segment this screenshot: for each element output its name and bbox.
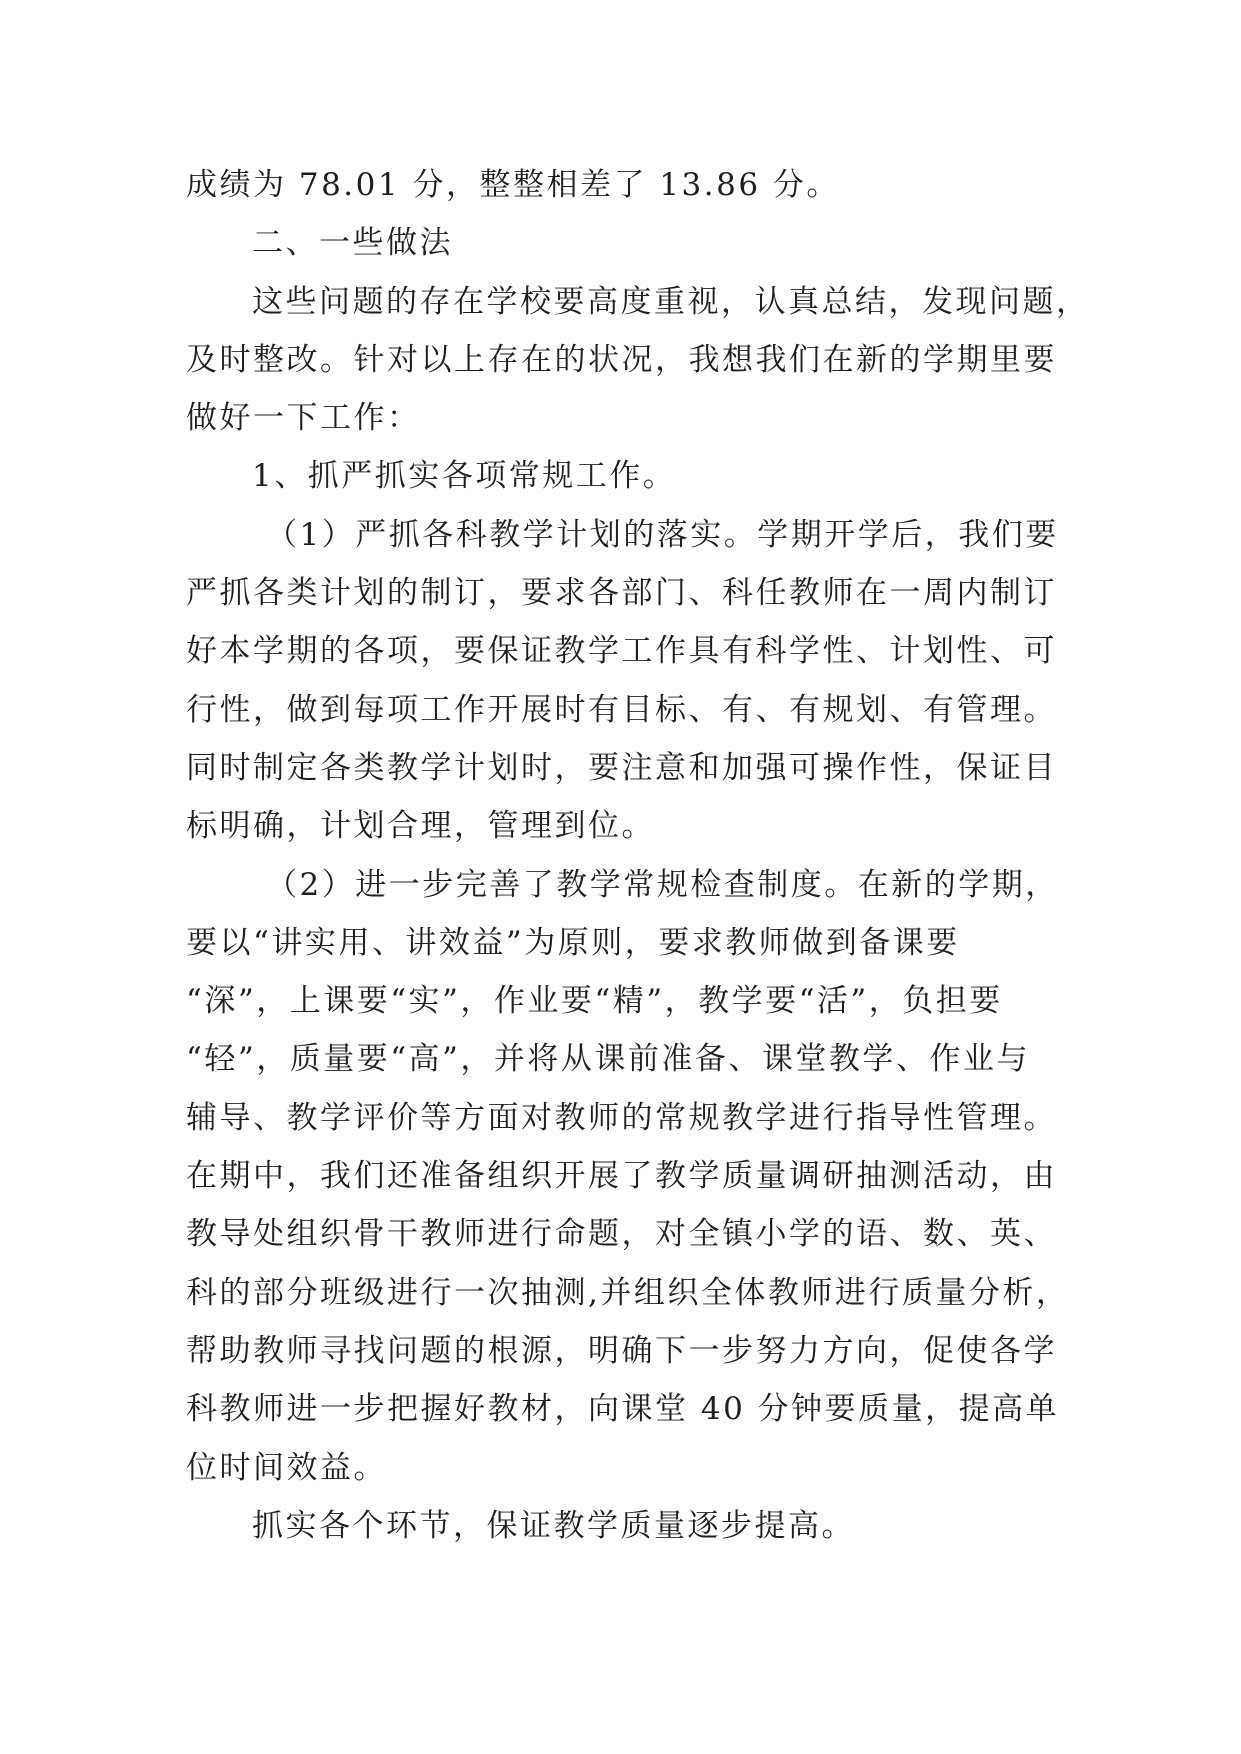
text-line: 及时整改。针对以上存在的状况，我想我们在新的学期里要 bbox=[186, 341, 1057, 378]
text-line: 行性，做到每项工作开展时有目标、有、有规划、有管理。 bbox=[186, 691, 1057, 728]
text-line: 同时制定各类教学计划时，要注意和加强可操作性，保证目 bbox=[186, 749, 1057, 786]
text-line: 严抓各类计划的制订，要求各部门、科任教师在一周内制订 bbox=[186, 575, 1057, 612]
text-line: “轻”，质量要“高”，并将从课前准备、课堂教学、作业与 bbox=[186, 1041, 1030, 1078]
text-line: 科教师进一步把握好教材，向课堂 40 分钟要质量，提高单 bbox=[186, 1391, 1060, 1428]
text-line: 标明确，计划合理，管理到位。 bbox=[186, 808, 655, 845]
text-line: 这些问题的存在学校要高度重视，认真总结，发现问题， bbox=[252, 283, 1090, 320]
subsection-heading: 1、抓严抓实各项常规工作。 bbox=[252, 458, 677, 495]
text-line: 做好一下工作： bbox=[186, 400, 421, 437]
text-line: 好本学期的各项，要保证教学工作具有科学性、计划性、可 bbox=[186, 633, 1057, 670]
text-line: 抓实各个环节，保证教学质量逐步提高。 bbox=[252, 1507, 855, 1544]
text-line: 要以“讲实用、讲效益”为原则，要求教师做到备课要 bbox=[186, 924, 960, 961]
text-line: 成绩为 78.01 分，整整相差了 13.86 分。 bbox=[186, 167, 840, 203]
text-line: “深”，上课要“实”，作业要“精”，教学要“活”，负担要 bbox=[186, 983, 1003, 1020]
text-line: （1）严抓各科教学计划的落实。学期开学后，我们要 bbox=[266, 516, 1059, 553]
text-line: 辅导、教学评价等方面对教师的常规教学进行指导性管理。 bbox=[186, 1099, 1057, 1136]
body-text bbox=[186, 156, 1090, 1555]
text-line: （2）进一步完善了教学常规检查制度。在新的学期， bbox=[266, 866, 1059, 903]
text-line: 科的部分班级进行一次抽测,并组织全体教师进行质量分析， bbox=[186, 1274, 1070, 1311]
text-line: 帮助教师寻找问题的根源，明确下一步努力方向，促使各学 bbox=[186, 1332, 1057, 1369]
text-line: 在期中，我们还准备组织开展了教学质量调研抽测活动，由 bbox=[186, 1158, 1057, 1195]
text-line: 教导处组织骨干教师进行命题，对全镇小学的语、数、英、 bbox=[186, 1216, 1057, 1253]
text-line: 位时间效益。 bbox=[186, 1449, 387, 1486]
section-heading: 二、一些做法 bbox=[252, 225, 453, 262]
